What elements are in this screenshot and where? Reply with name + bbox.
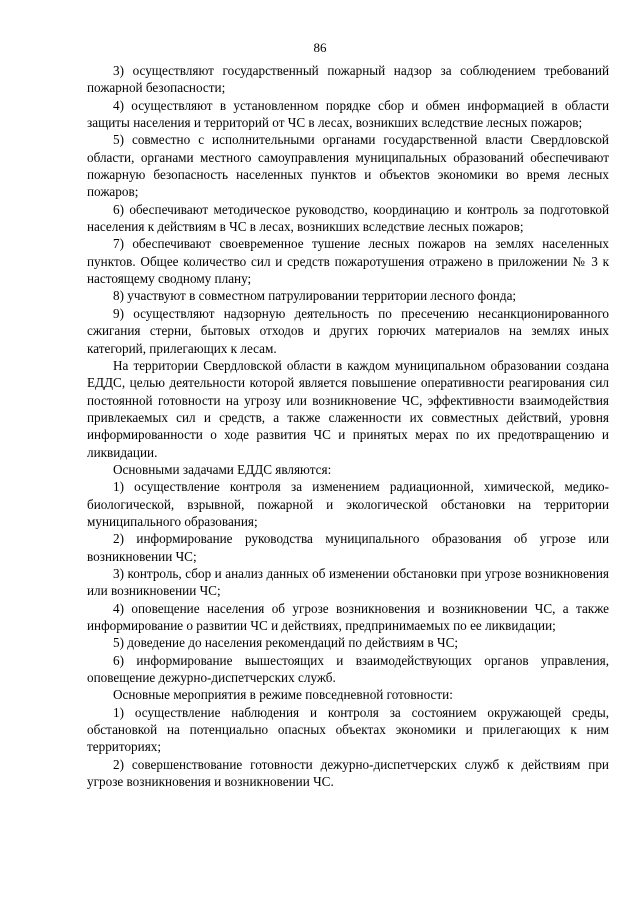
paragraph: 3) осуществляют государственный пожарный надзор за соблюдением требований пожарной безопасности; [87,63,609,96]
paragraph: 6) информирование вышестоящих и взаимодействующих органов управления, оповещение дежурно-диспетчерских служб. [87,652,609,686]
paragraph: 6) обеспечивают методическое руководство, координацию и контроль за подготовкой населения к действиям в ЧС в лесах, возникших вследствие лесных пожаров; [87,201,609,235]
paragraph: 2) информирование руководства муниципального образования об угрозе или возникновении ЧС; [87,531,609,564]
paragraph: 2) совершенствование готовности дежурно-диспетчерских служб к действиям при угрозе возникновения и возникновении ЧС. [87,756,609,790]
paragraph: Основные мероприятия в режиме повседневной готовности: [113,687,453,703]
paragraph: 9) осуществляют надзорную деятельность по пресечению несанкционированного сжигания стерни, бытовых отходов и других горючих материалов на землях иных категорий, прилегающих к лесам. [87,305,609,356]
paragraph: 5) совместно с исполнительными органами государственной власти Свердловской области, органами местного самоуправления муниципальных образований обеспечивают пожарную безопасность населенных пунктов и объектов экономики во время лесных пожаров; [87,132,609,200]
paragraph: 8) участвуют в совместном патрулировании территории лесного фонда; [113,288,517,304]
paragraph: Основными задачами ЕДДС являются: [113,461,332,477]
paragraph: 1) осуществление наблюдения и контроля за состоянием окружающей среды, обстановкой на потенциально опасных объектах экономики и прилегающих к ним территориях; [87,704,609,755]
paragraph: 4) оповещение населения об угрозе возникновения и возникновении ЧС, а также информирование о развитии ЧС и действиях, предпринимаемых по ее ликвидации; [87,600,609,633]
paragraph: 3) контроль, сбор и анализ данных об изменении обстановки при угрозе возникновения или возникновении ЧС; [87,565,609,599]
paragraph: На территории Свердловской области в каждом муниципальном образовании создана ЕДДС, целью деятельности которой является повышение оперативности реагирования сил постоянной готовности на угрозу или возникновение ЧС, эффективности взаимодействия привлекаемых сил и средств, а также слаженности их совместных действий, уровня информированности о ходе развития ЧС и принятых мерах по их предотвращению и ликвидации. [87,357,609,460]
body-text [87,62,609,790]
paragraph: 1) осуществление контроля за изменением радиационной, химической, медико-биологической, взрывной, пожарной и экологической обстановки на территории муниципального образования; [87,479,609,529]
paragraph: 4) осуществляют в установленном порядке сбор и обмен информацией в области защиты населения и территорий от ЧС в лесах, возникших вследствие лесных пожаров; [87,97,609,131]
paragraph: 5) доведение до населения рекомендаций по действиям в ЧС; [113,635,459,651]
page-number: 86 [313,40,327,55]
paragraph: 7) обеспечивают своевременное тушение лесных пожаров на землях населенных пунктов. Общее количество сил и средств пожаротушения отражено в приложении № 3 к настоящему сводному плану; [87,236,609,287]
